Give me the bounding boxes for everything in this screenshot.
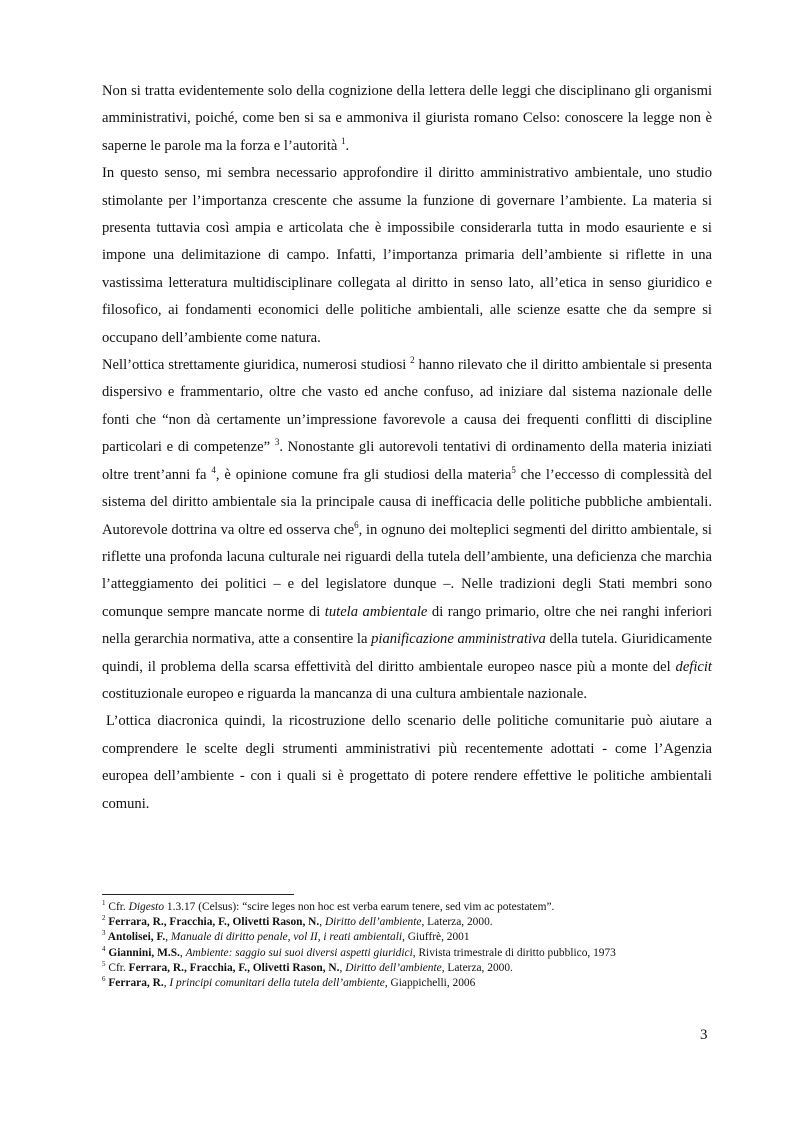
footnote-3: $^3$ Antolisei, F., Manuale di diritto penale, vol II, i reati ambientali, Giuffrè, 2001 [102,929,470,944]
footnote-1: $^1$ Cfr. Digesto 1.3.17 (Celsus): “scire leges non hoc est verba earum tenere, sed vim ac potestatem”. [102,899,555,913]
paragraph-4: L’ottica diacronica quindi, la ricostruzione dello scenario delle politiche comunitarie può aiutare a comprendere le scelte degli strumenti amministrativi più recentemente adottati - come l’Agenzia europea dell’ambiente - con i quali si è progettato di potere rendere effettive le politiche ambientali comuni. [102,713,712,812]
footnote-ref-4[interactable]: 4 [211,464,216,475]
paragraph-2: In questo senso, mi sembra necessario approfondire il diritto amministrativo ambientale, uno studio stimolante per l’importanza crescente che assume la funzione di governare l’ambiente. La materia si presenta tuttavia così ampia e articolata che è impossibile considerarla tutta in modo esauriente e si impone una delimitazione di campo. Infatti, l’importanza primaria dell’ambiente si riflette in una vastissima letteratura multidisciplinare collegata al diritto in senso lato, all’etica in senso giuridico e filosofico, ai fondamenti economici delle politiche ambientali, alle scienze esatte che da sempre si occupano dell’ambiente come natura. [102,165,712,346]
footnote-5: $^5$ Cfr. Ferrara, R., Fracchia, F., Olivetti Rason, N., Diritto dell’ambiente, Laterza, 2000. [102,960,513,974]
footnote-2: $^2$ Ferrara, R., Fracchia, F., Olivetti Rason, N., Diritto dell’ambiente, Laterza, 2000. [102,914,493,929]
footnote-ref-6[interactable]: 6 [354,519,359,530]
footnote-separator [102,894,294,895]
footnotes [102,900,742,991]
page-number: 3 [700,1027,708,1043]
body-text [102,78,712,818]
footnote-ref-2[interactable]: 2 [410,355,415,366]
footnote-4: $^4$ Giannini, M.S., Ambiente: saggio sui suoi diversi aspetti giuridici, Rivista trimestrale di diritto pubblico, 1973 [102,944,616,959]
emphasis-deficit: deficit [675,658,712,675]
footnote-6: $^6$ Ferrara, R., I principi comunitari della tutela dell’ambiente, Giappichelli, 2006 [102,975,476,990]
footnote-ref-3[interactable]: 3 [274,437,280,448]
footnote-ref-5[interactable]: 5 [511,464,516,475]
emphasis-pianificazione: pianificazione amministrativa [371,631,546,648]
paragraph-3: Nell’ottica strettamente giuridica, numerosi studiosi $^2$ hanno rilevato che il diritto ambientale si presenta dispersivo e frammentario, oltre che vasto ed anche confuso, ad iniziare dal sistema nazionale delle fonti che “non dà certamente un’impressione favorevole a causa dei frequenti conflitti di discipline particolari e di competenze” $^3$. Nonostante gli autorevoli tentativi di ordinamento della materia iniziati oltre trent’anni fa $^4$, è opinione comune fra gli studiosi della materia$^5$ che l’eccesso di complessità del sistema del diritto ambientale sia la principale causa di inefficacia delle politiche pubbliche ambientali. Autorevole dottrina va oltre ed osserva che$^6$, in ognuno dei molteplici segmenti del diritto ambientale, si riflette una profonda lacuna culturale nei riguardi della tutela dell’ambiente, una deficienza che marchia l’atteggiamento dei politici – e del legislatore dunque –. Nelle tradizioni degli Stati membri sono comunque sempre mancate norme di tutela ambientale di rango primario, oltre che nei ranghi inferiori nella gerarchia normativa, atte a consentire la pianificazione amministrativa della tutela. Giuridicamente quindi, il problema della scarsa effettività del diritto ambientale europeo nasce più a monte del deficit costituzionale europeo e riguarda la mancanza di una cultura ambientale nazionale. [102,355,713,702]
footnote-ref-1[interactable]: 1 [341,135,346,146]
emphasis-tutela-ambientale: tutela ambientale [324,603,428,620]
paragraph-1: Non si tratta evidentemente solo della cognizione della lettera delle leggi che disciplinano gli organismi amministrativi, poiché, come ben si sa e ammoniva il giurista romano Celso: conoscere la legge non è saperne le parole ma la forza e l’autorità $^1$. [102,83,712,154]
